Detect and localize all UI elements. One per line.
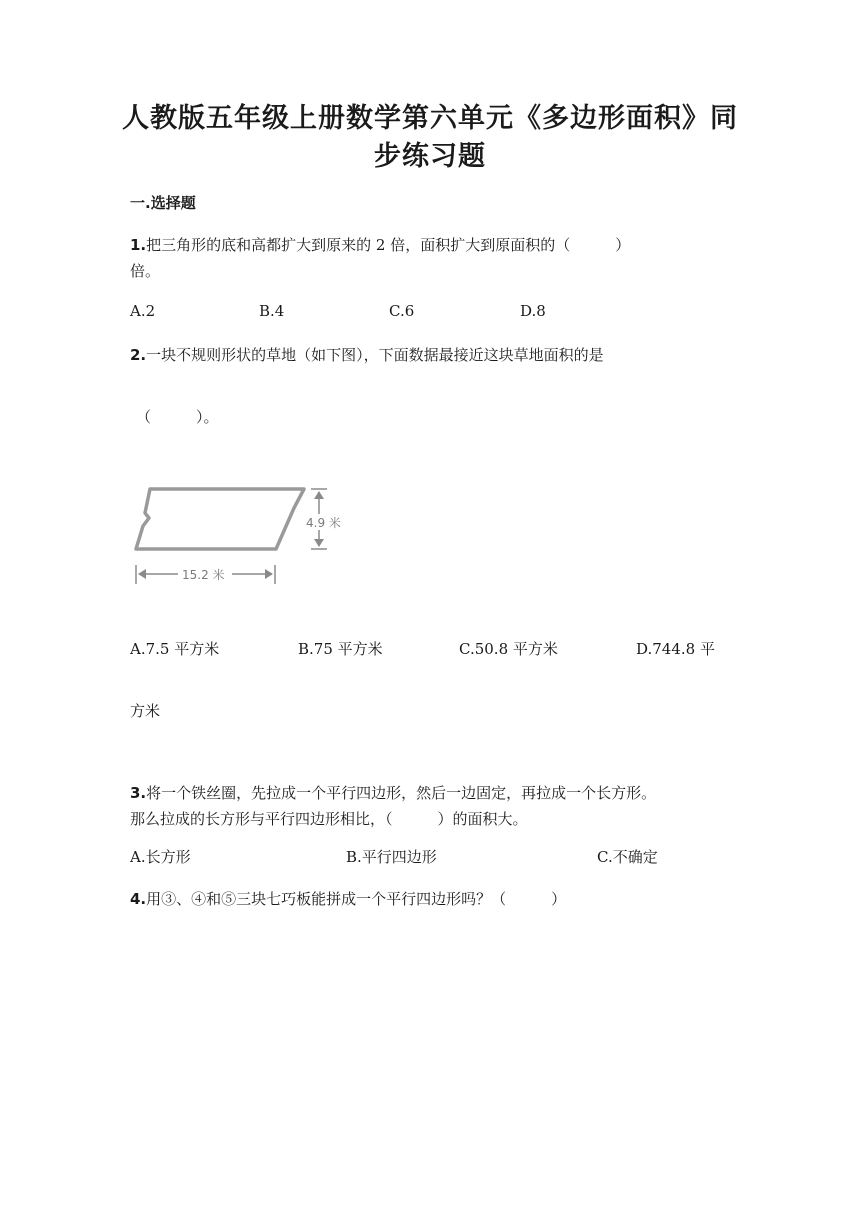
option-a: A.7.5 平方米	[130, 640, 220, 658]
section-heading: 一.选择题	[130, 194, 196, 212]
option-b: B.平行四边形	[346, 848, 437, 866]
page-title	[120, 100, 740, 176]
question-1	[130, 232, 750, 284]
question-text-cont: 那么拉成的长方形与平行四边形相比，（ ）的面积大。	[130, 810, 528, 828]
option-d: D.744.8 平	[636, 640, 715, 658]
question-2	[130, 342, 750, 368]
lawn-shape	[136, 489, 304, 549]
option-c: C.50.8 平方米	[459, 640, 558, 658]
question-text-cont: （ ）。	[136, 408, 219, 426]
height-arrowhead-bottom	[314, 539, 324, 547]
lawn-diagram	[128, 478, 368, 590]
question-4	[130, 886, 750, 912]
height-label: 4.9 米	[306, 516, 341, 530]
option-d: D.8	[520, 302, 546, 320]
width-label: 15.2 米	[182, 568, 225, 582]
question-number: 3.	[130, 784, 147, 802]
question-3	[130, 780, 760, 832]
title-line-1: 人教版五年级上册数学第六单元《多边形面积》同	[122, 103, 738, 134]
height-arrowhead-top	[314, 491, 324, 499]
option-d-wrap: 方米	[130, 702, 161, 720]
question-text: 用③、④和⑤三块七巧板能拼成一个平行四边形吗？（ ）	[146, 890, 567, 908]
question-number: 1.	[130, 236, 147, 254]
option-a: A.长方形	[130, 848, 191, 866]
question-text: 把三角形的底和高都扩大到原来的 2 倍，面积扩大到原面积的（ ）	[146, 236, 631, 254]
option-b: B.75 平方米	[298, 640, 383, 658]
question-text: 将一个铁丝圈，先拉成一个平行四边形，然后一边固定，再拉成一个长方形。	[146, 784, 657, 802]
title-line-2: 步练习题	[374, 141, 486, 172]
width-arrowhead-right	[265, 569, 273, 579]
option-c: C.6	[389, 302, 415, 320]
question-text: 一块不规则形状的草地（如下图），下面数据最接近这块草地面积的是	[146, 346, 604, 364]
lawn-figure	[128, 478, 368, 594]
question-number: 4.	[130, 890, 147, 908]
option-c: C.不确定	[597, 848, 658, 866]
question-number: 2.	[130, 346, 147, 364]
question-text-cont: 倍。	[130, 262, 161, 280]
width-arrowhead-left	[138, 569, 146, 579]
option-a: A.2	[130, 302, 156, 320]
option-b: B.4	[259, 302, 285, 320]
